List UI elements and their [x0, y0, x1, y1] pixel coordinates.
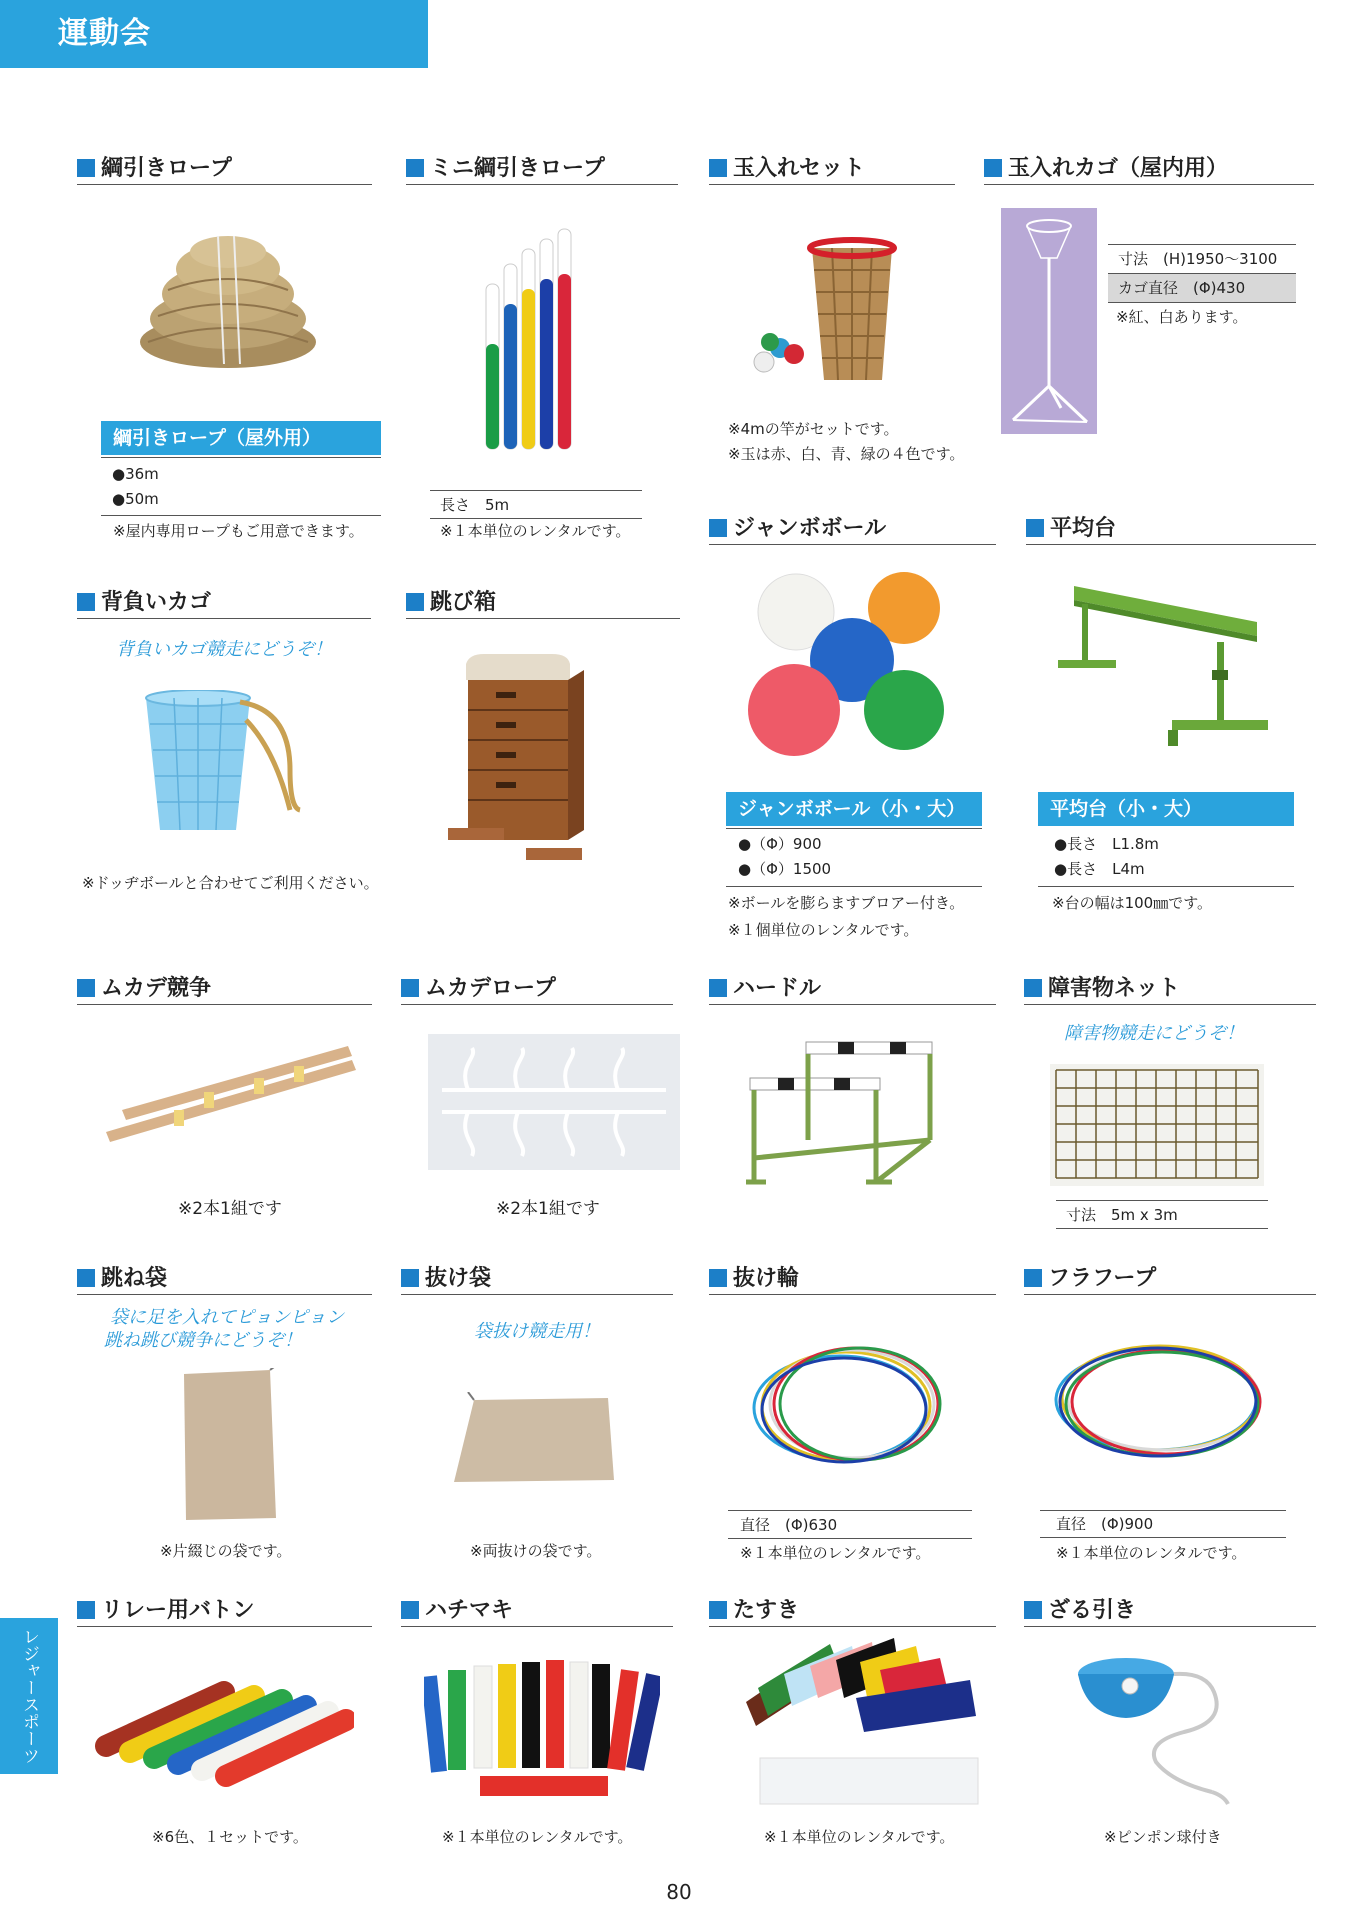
indoor-basket-stand-image	[1001, 208, 1097, 434]
strainer-pull-image	[1076, 1652, 1246, 1812]
relay-batons-image	[92, 1670, 354, 1790]
section-title-hurdle: ハードル	[709, 974, 996, 1005]
back-basket-image	[140, 690, 320, 840]
note: ※１個単位のレンタルです。	[728, 921, 919, 939]
spec-line: 直径 (Φ)630	[740, 1516, 838, 1534]
title-square-icon	[1024, 1601, 1042, 1619]
section-title-tsunahiki: 綱引きロープ	[77, 154, 372, 185]
section-title-zaru-hiki: ざる引き	[1024, 1596, 1316, 1627]
spec-row: 寸法 (H)1950〜3100	[1108, 244, 1296, 273]
centipede-rope-image	[428, 1034, 680, 1170]
section-title-seoi-kago: 背負いカゴ	[77, 588, 371, 619]
divider	[1038, 886, 1294, 887]
divider	[430, 518, 642, 519]
sashes-image	[744, 1636, 980, 1816]
sub-label-heikindai: 平均台（小・大）	[1038, 792, 1294, 826]
title-square-icon	[77, 979, 95, 997]
section-title-jumbo-ball: ジャンボボール	[709, 514, 996, 545]
note: ※紅、白あります。	[1116, 308, 1248, 326]
title-square-icon	[401, 979, 419, 997]
note: ※ピンポン球付き	[1104, 1828, 1222, 1846]
title-square-icon	[1026, 519, 1044, 537]
title-square-icon	[1024, 979, 1042, 997]
centipede-boards-image	[104, 1040, 360, 1152]
section-title-hane-bukuro: 跳ね袋	[77, 1264, 372, 1295]
title-square-icon	[406, 593, 424, 611]
spec-line: ●（Φ）900	[738, 835, 822, 853]
headbands-image	[424, 1654, 660, 1802]
spec-line: ●長さ L4m	[1054, 860, 1145, 878]
page-header: 運動会	[0, 0, 428, 68]
note: ※ボールを膨らますブロアー付き。	[728, 894, 965, 912]
catch-copy: 跳ね跳び競争にどうぞ！	[104, 1330, 302, 1351]
section-title-baton: リレー用バトン	[77, 1596, 372, 1627]
divider	[1056, 1200, 1268, 1201]
divider	[726, 828, 982, 829]
page-number: 80	[666, 1880, 692, 1904]
spec-table-tamaire-kago	[1108, 244, 1296, 303]
tamaire-basket-image	[742, 230, 952, 390]
note: ※片綴じの袋です。	[160, 1542, 292, 1560]
catch-copy: 袋抜け競走用！	[474, 1321, 600, 1342]
note: ※2本1組です	[496, 1199, 600, 1219]
title-square-icon	[77, 1601, 95, 1619]
title-square-icon	[709, 979, 727, 997]
note: ※玉は赤、白、青、緑の４色です。	[728, 445, 965, 463]
vaulting-box-image	[444, 652, 604, 868]
note: ※１本単位のレンタルです。	[440, 522, 631, 540]
catch-copy: 障害物競走にどうぞ！	[1064, 1023, 1244, 1044]
hula-hoops-image	[1052, 1338, 1272, 1464]
title-square-icon	[401, 1269, 419, 1287]
spec-line: 長さ 5m	[440, 496, 510, 514]
title-square-icon	[984, 159, 1002, 177]
note: ※2本1組です	[178, 1199, 282, 1219]
note: ※１本単位のレンタルです。	[1056, 1544, 1247, 1562]
spec-line: 寸法 5m x 3m	[1066, 1206, 1178, 1224]
spec-line: 直径 (Φ)900	[1056, 1515, 1154, 1533]
note: ※4mの竿がセットです。	[728, 420, 899, 438]
section-title-tamaire-kago: 玉入れカゴ（屋内用）	[984, 154, 1314, 185]
hop-sack-image	[178, 1368, 282, 1524]
hurdles-image	[742, 1032, 958, 1196]
hoops-small-image	[748, 1338, 948, 1472]
section-title-tamaire: 玉入れセット	[709, 154, 955, 185]
divider	[1056, 1228, 1268, 1229]
section-title-mukade: ムカデ競争	[77, 974, 372, 1005]
side-tab: レジャースポーツ	[0, 1618, 58, 1774]
jumbo-balls-image	[742, 570, 952, 760]
divider	[728, 1538, 972, 1539]
divider	[430, 490, 642, 491]
title-square-icon	[406, 159, 424, 177]
sub-label-tsunahiki: 綱引きロープ（屋外用）	[101, 421, 381, 455]
mini-rope-image	[478, 224, 588, 454]
sub-label-jumbo-ball: ジャンボボール（小・大）	[726, 792, 982, 826]
title-square-icon	[709, 519, 727, 537]
title-square-icon	[77, 1269, 95, 1287]
spec-line: ●長さ L1.8m	[1054, 835, 1159, 853]
section-title-mini-tsunahiki: ミニ綱引きロープ	[406, 154, 678, 185]
divider	[726, 886, 982, 887]
title-square-icon	[709, 1269, 727, 1287]
title-square-icon	[709, 159, 727, 177]
divider	[101, 515, 381, 516]
section-title-tasuki: たすき	[709, 1596, 996, 1627]
section-title-nuke-bukuro: 抜け袋	[401, 1264, 673, 1295]
catch-copy: 背負いカゴ競走にどうぞ！	[116, 639, 332, 660]
title-square-icon	[401, 1601, 419, 1619]
balance-beam-image	[1052, 580, 1272, 760]
section-title-nuke-wa: 抜け輪	[709, 1264, 996, 1295]
divider	[1040, 1537, 1286, 1538]
note: ※１本単位のレンタルです。	[764, 1828, 955, 1846]
spec-line: ●36m	[112, 465, 159, 483]
pass-through-sack-image	[450, 1392, 620, 1488]
section-title-tobibako: 跳び箱	[406, 588, 680, 619]
note: ※１本単位のレンタルです。	[442, 1828, 633, 1846]
title-square-icon	[1024, 1269, 1042, 1287]
title-square-icon	[709, 1601, 727, 1619]
spec-line: ●50m	[112, 490, 159, 508]
divider	[1040, 1510, 1286, 1511]
note: ※台の幅は100㎜です。	[1052, 894, 1212, 912]
note: ※屋内専用ロープもご用意できます。	[113, 522, 364, 540]
note: ※6色、１セットです。	[152, 1828, 308, 1846]
section-title-mukade-rope: ムカデロープ	[401, 974, 673, 1005]
spec-line: ●（Φ）1500	[738, 860, 832, 878]
rope-coil-image	[138, 224, 318, 374]
note: ※両抜けの袋です。	[470, 1542, 602, 1560]
divider	[728, 1510, 972, 1511]
title-square-icon	[77, 593, 95, 611]
catch-copy: 袋に足を入れてピョンピョン	[110, 1307, 344, 1328]
divider	[101, 457, 381, 458]
title-square-icon	[77, 159, 95, 177]
note: ※１本単位のレンタルです。	[740, 1544, 931, 1562]
section-title-hachimaki: ハチマキ	[401, 1596, 673, 1627]
note: ※ドッヂボールと合わせてご利用ください。	[82, 874, 379, 892]
obstacle-net-image	[1050, 1064, 1264, 1186]
section-title-shogai-net: 障害物ネット	[1024, 974, 1316, 1005]
spec-row: カゴ直径 (Φ)430	[1108, 273, 1296, 303]
section-title-heikindai: 平均台	[1026, 514, 1316, 545]
section-title-hula-hoop: フラフープ	[1024, 1264, 1316, 1295]
